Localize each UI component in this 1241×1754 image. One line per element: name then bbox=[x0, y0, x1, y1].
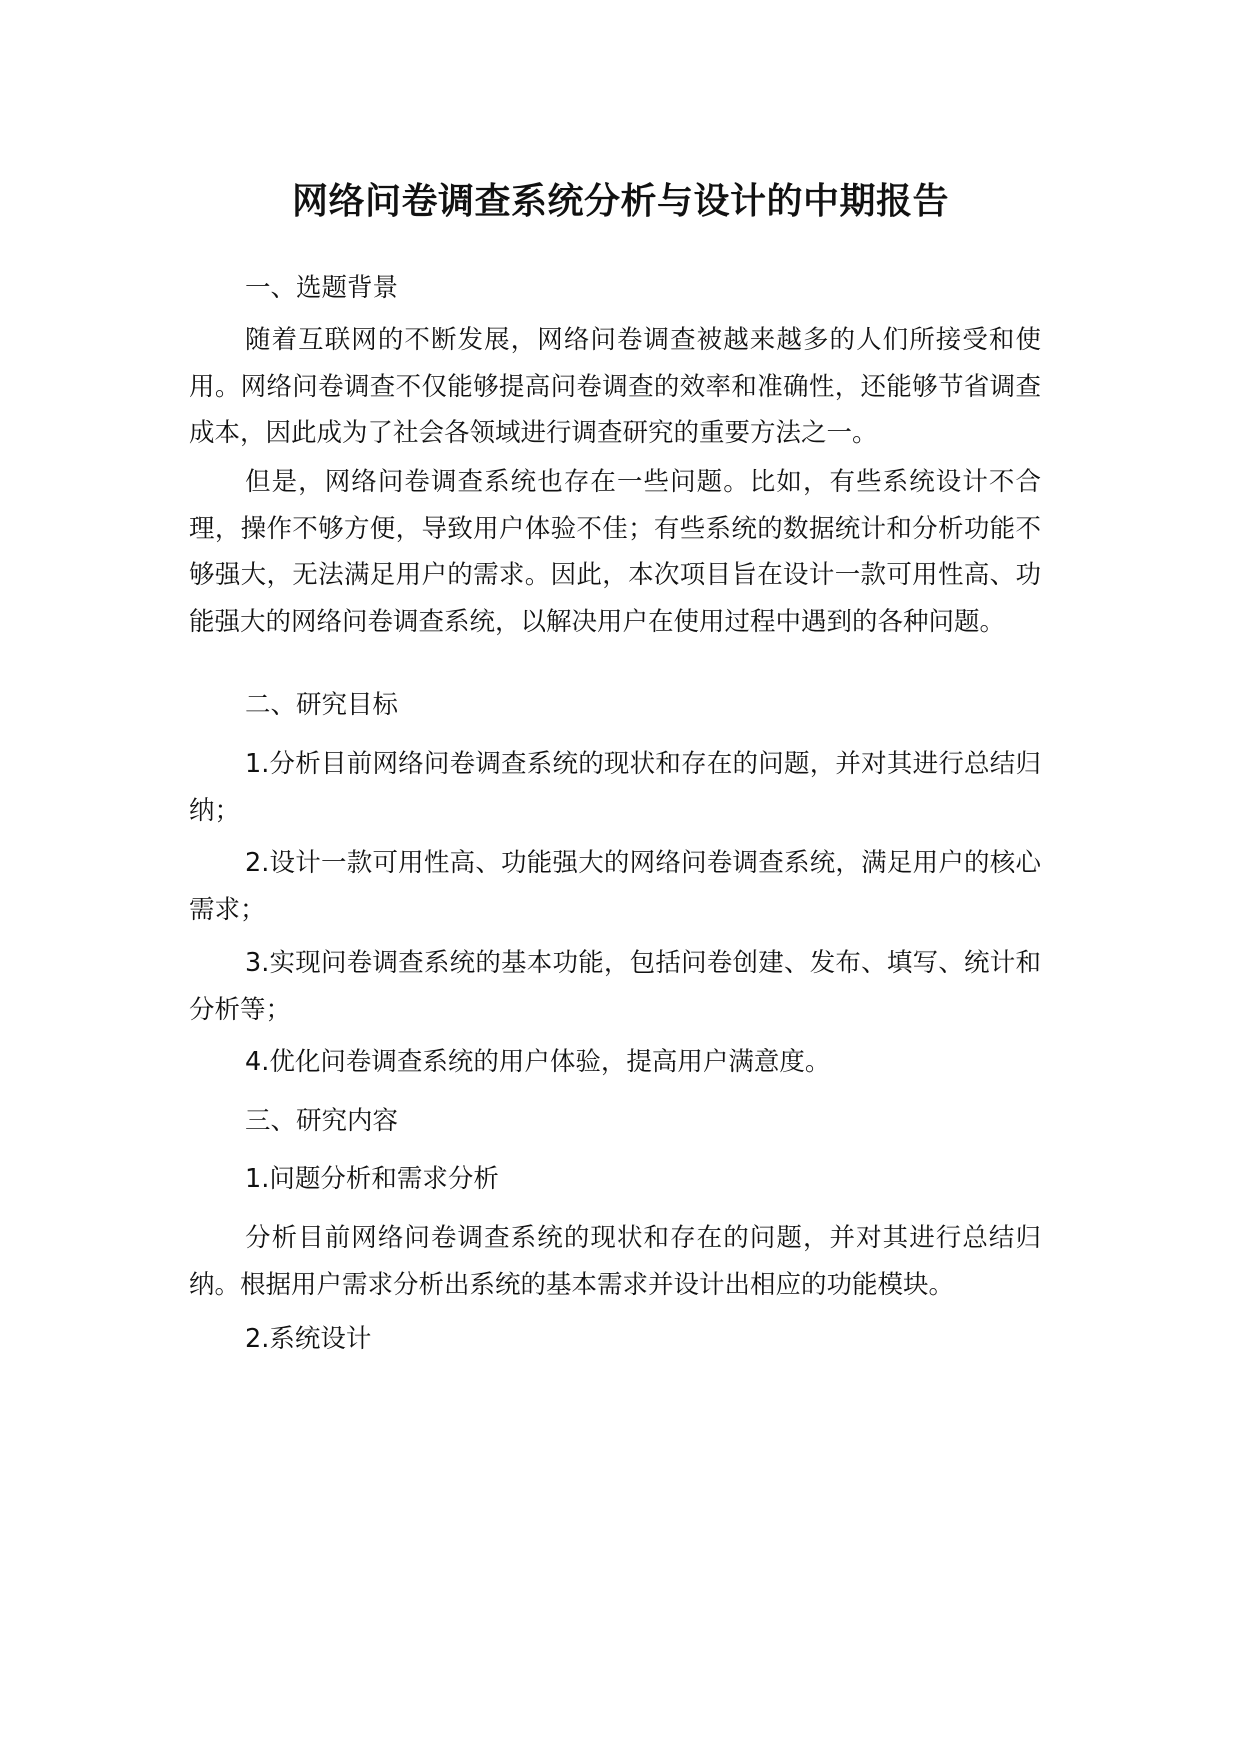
goal-item-3: 3.实现问卷调查系统的基本功能，包括问卷创建、发布、填写、统计和分析等； bbox=[189, 948, 1041, 1025]
paragraph-background-2: 但是，网络问卷调查系统也存在一些问题。比如，有些系统设计不合理，操作不够方便，导致用户体验不佳；有些系统的数据统计和分析功能不够强大，无法满足用户的需求。因此，本次项目旨在设计一款可用性高、功能强大的网络问卷调查系统，以解决用户在使用过程中遇到的各种问题。 bbox=[189, 467, 1041, 637]
goal-item-4: 4.优化问卷调查系统的用户体验，提高用户满意度。 bbox=[245, 1047, 831, 1077]
subsection-heading-analysis: 1.问题分析和需求分析 bbox=[245, 1164, 499, 1194]
section-heading-background: 一、选题背景 bbox=[245, 273, 399, 303]
paragraph-background-1: 随着互联网的不断发展，网络问卷调查被越来越多的人们所接受和使用。网络问卷调查不仅能够提高问卷调查的效率和准确性，还能够节省调查成本，因此成为了社会各领域进行调查研究的重要方法之一。 bbox=[189, 325, 1041, 448]
goal-item-1: 1.分析目前网络问卷调查系统的现状和存在的问题，并对其进行总结归纳； bbox=[189, 749, 1041, 826]
paragraph-analysis: 分析目前网络问卷调查系统的现状和存在的问题，并对其进行总结归纳。根据用户需求分析出系统的基本需求并设计出相应的功能模块。 bbox=[189, 1223, 1041, 1300]
section-heading-goals: 二、研究目标 bbox=[245, 690, 399, 720]
subsection-heading-design: 2.系统设计 bbox=[245, 1324, 372, 1354]
document-title: 网络问卷调查系统分析与设计的中期报告 bbox=[291, 181, 949, 222]
section-heading-content: 三、研究内容 bbox=[245, 1106, 399, 1136]
goal-item-2: 2.设计一款可用性高、功能强大的网络问卷调查系统，满足用户的核心需求； bbox=[189, 848, 1041, 925]
